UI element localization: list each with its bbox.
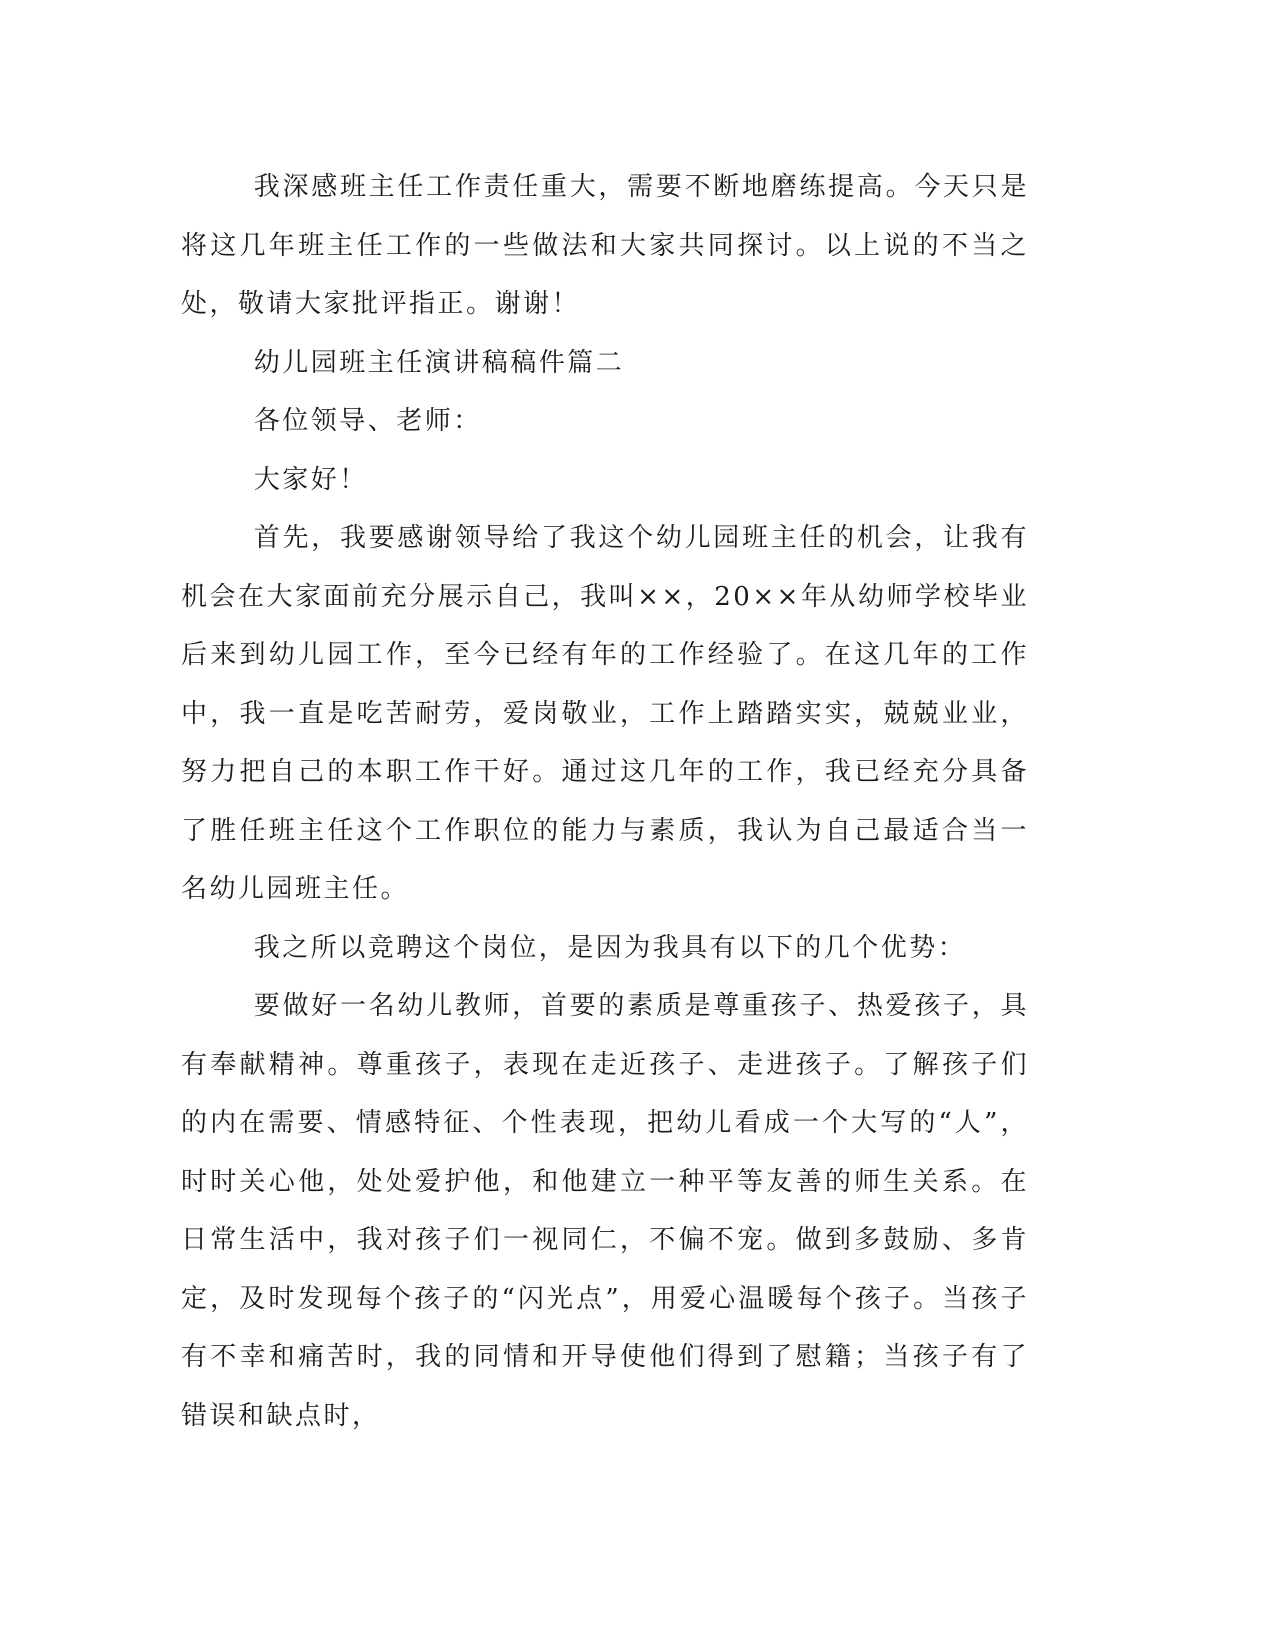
paragraph: 首先，我要感谢领导给了我这个幼儿园班主任的机会，让我有机会在大家面前充分展示自己，我叫××，20××年从幼师学校毕业后来到幼儿园工作，至今已经有年的工作经验了。在这几年的工作中，我一直是吃苦耐劳，爱岗敬业，工作上踏踏实实，兢兢业业，努力把自己的本职工作干好。通过这几年的工作，我已经充分具备了胜任班主任这个工作职位的能力与素质，我认为自己最适合当一名幼儿园班主任。 [181,523,1029,904]
document-body [181,158,1029,1445]
paragraph: 我之所以竞聘这个岗位，是因为我具有以下的几个优势： [253,932,967,963]
paragraph: 我深感班主任工作责任重大，需要不断地磨练提高。今天只是将这几年班主任工作的一些做法和大家共同探讨。以上说的不当之处，敬请大家批评指正。谢谢！ [181,172,1029,319]
salutation: 各位领导、老师： [253,406,482,436]
section-heading: 幼儿园班主任演讲稿稿件篇二 [253,347,625,378]
paragraph: 要做好一名幼儿教师，首要的素质是尊重孩子、热爱孩子，具有奉献精神。尊重孩子，表现在走近孩子、走进孩子。了解孩子们的内在需要、情感特征、个性表现，把幼儿看成一个大写的“人”，时时关心他，处处爱护他，和他建立一种平等友善的师生关系。在日常生活中，我对孩子们一视同仁，不偏不宠。做到多鼓励、多肯定，及时发现每个孩子的“闪光点”，用爱心温暖每个孩子。当孩子有不幸和痛苦时，我的同情和开导使他们得到了慰籍；当孩子有了错误和缺点时， [181,991,1029,1431]
greeting: 大家好！ [253,464,368,495]
